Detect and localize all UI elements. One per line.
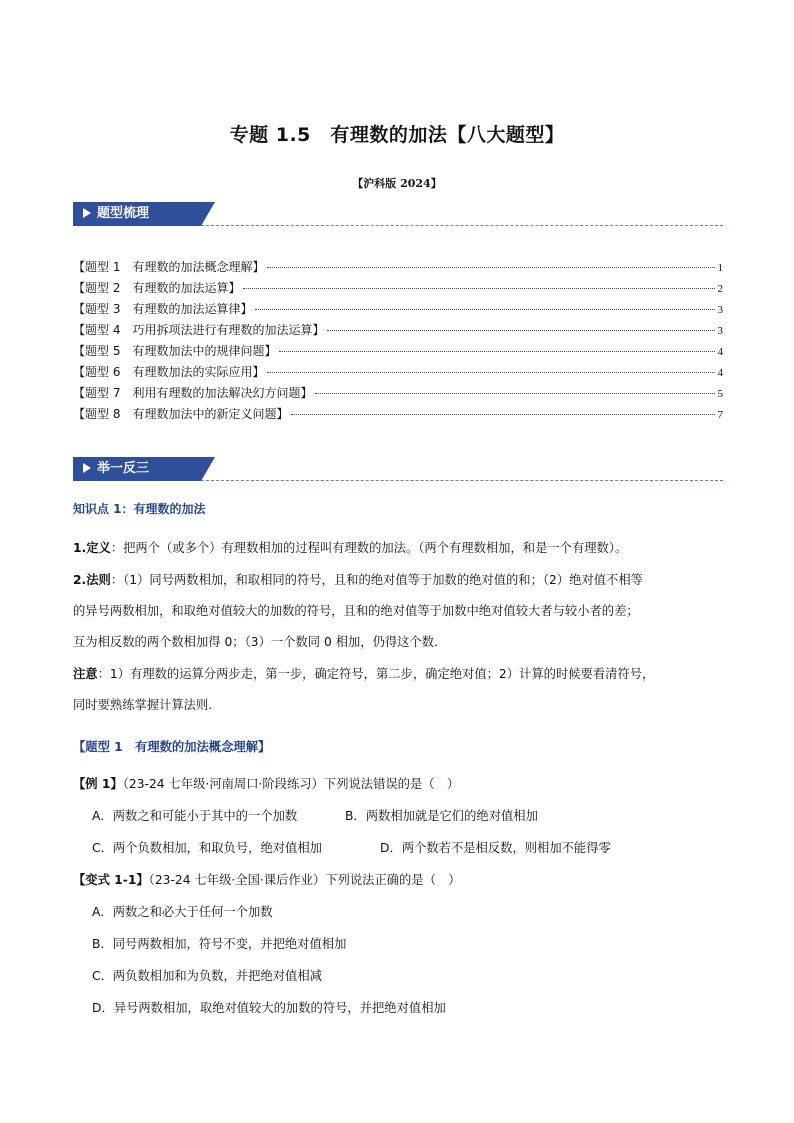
- knowledge-title: 知识点 1：有理数的加法: [73, 502, 206, 516]
- toc-leader: [267, 372, 714, 373]
- toc-label[interactable]: 【题型 3 有理数的加法运算律】: [73, 302, 253, 316]
- section-heading: 【题型 1 有理数的加法概念理解】: [73, 740, 271, 754]
- toc-label[interactable]: 【题型 4 巧用拆项法进行有理数的加法运算】: [73, 323, 325, 337]
- example-question: [73, 774, 723, 792]
- toc-row[interactable]: [73, 258, 723, 279]
- definition-paragraph: [73, 533, 725, 564]
- variant-question: [73, 870, 723, 888]
- rule-line: [73, 565, 725, 596]
- rule-line-2: 的异号两数相加，和取绝对值较大的加数的符号，且和的绝对值等于加数中绝对值较大者与较小者的差；: [73, 604, 639, 618]
- note-paragraph: [73, 659, 725, 721]
- toc-row[interactable]: [73, 321, 723, 342]
- banner-tab: [73, 202, 201, 226]
- banner-practice: [73, 457, 723, 483]
- toc-page: 3: [717, 325, 723, 337]
- banner-toc: [73, 202, 723, 228]
- rule-label: 2.法则: [73, 573, 111, 587]
- toc-leader: [243, 288, 714, 289]
- banner-tab-tail: [201, 457, 215, 481]
- play-arrow-icon: [83, 463, 91, 473]
- toc-leader: [327, 330, 714, 331]
- note-line: [73, 659, 725, 690]
- variant-option-a: A．两数之和必大于任何一个加数: [92, 905, 273, 919]
- play-arrow-icon: [83, 208, 91, 218]
- banner-dashed-rule: [201, 225, 723, 226]
- toc-page: 7: [717, 409, 723, 421]
- toc-page: 1: [717, 262, 723, 274]
- definition-text: ：把两个（或多个）有理数相加的过程叫有理数的加法。（两个有理数相加，和是一个有理数）。: [110, 541, 628, 555]
- toc-label[interactable]: 【题型 7 利用有理数的加法解决幻方问题】: [73, 386, 313, 400]
- example-option-d: D．两个数若不是相反数，则相加不能得零: [380, 841, 611, 855]
- banner-tab-tail: [201, 202, 215, 226]
- rule-line-3: 互为相反数的两个数相加得 0；（3）一个数同 0 相加，仍得这个数．: [73, 635, 447, 649]
- toc-label[interactable]: 【题型 1 有理数的加法概念理解】: [73, 260, 265, 274]
- variant-option-d: D．异号两数相加，取绝对值较大的加数的符号，并把绝对值相加: [92, 1001, 446, 1015]
- toc-page: 3: [717, 304, 723, 316]
- rule-line-1: ：（1）同号两数相加，和取相同的符号，且和的绝对值等于加数的绝对值的和；（2）绝对值不相等: [110, 573, 643, 587]
- note-label: 注意: [73, 667, 98, 681]
- toc-page: 4: [717, 367, 723, 379]
- variant-label: 【变式 1-1】: [73, 873, 149, 887]
- toc-label[interactable]: 【题型 5 有理数加法中的规律问题】: [73, 344, 277, 358]
- toc-page: 4: [717, 346, 723, 358]
- variant-option-b: B．同号两数相加，符号不变，并把绝对值相加: [92, 937, 347, 951]
- toc-leader: [279, 351, 714, 352]
- edition-label: 【沪科版 2024】: [352, 177, 442, 190]
- page-title: 专题 1.5 有理数的加法【八大题型】: [229, 124, 565, 146]
- note-line-1: ：1）有理数的运算分两步走，第一步，确定符号，第二步，确定绝对值；2）计算的时候要看清符号，: [97, 667, 655, 681]
- toc-leader: [315, 393, 714, 394]
- toc-page: 2: [717, 283, 723, 295]
- toc-leader: [267, 267, 714, 268]
- toc-label[interactable]: 【题型 6 有理数加法的实际应用】: [73, 365, 265, 379]
- definition-label: 1.定义: [73, 541, 111, 555]
- banner-dashed-rule: [201, 480, 723, 481]
- variant-option-c: C．两负数相加和为负数，并把绝对值相减: [92, 969, 322, 983]
- toc-page: 5: [717, 388, 723, 400]
- toc-row[interactable]: [73, 300, 723, 321]
- note-line-2: 同时要熟练掌握计算法则.: [73, 698, 213, 712]
- banner-tab: [73, 457, 201, 481]
- variant-text: （23-24 七年级·全国·课后作业）下列说法正确的是（ ）: [148, 873, 461, 887]
- banner-label: 举一反三: [97, 461, 150, 476]
- toc-leader: [291, 414, 714, 415]
- toc-row[interactable]: [73, 363, 723, 384]
- example-text: （23-24 七年级·河南周口·阶段练习）下列说法错误的是（ ）: [122, 777, 460, 791]
- toc-row[interactable]: [73, 384, 723, 405]
- toc-label[interactable]: 【题型 2 有理数的加法运算】: [73, 281, 241, 295]
- toc-row[interactable]: [73, 342, 723, 363]
- rule-paragraph: [73, 565, 725, 658]
- toc-row[interactable]: [73, 279, 723, 300]
- table-of-contents: [73, 258, 723, 426]
- banner-label: 题型梳理: [97, 206, 150, 221]
- example-option-a: A．两数之和可能小于其中的一个加数: [92, 809, 298, 823]
- toc-leader: [255, 309, 714, 310]
- toc-row[interactable]: [73, 405, 723, 426]
- example-option-c: C．两个负数相加，和取负号，绝对值相加: [92, 841, 322, 855]
- example-label: 【例 1】: [73, 777, 123, 791]
- example-option-b: B．两数相加就是它们的绝对值相加: [345, 809, 538, 823]
- toc-label[interactable]: 【题型 8 有理数加法中的新定义问题】: [73, 407, 289, 421]
